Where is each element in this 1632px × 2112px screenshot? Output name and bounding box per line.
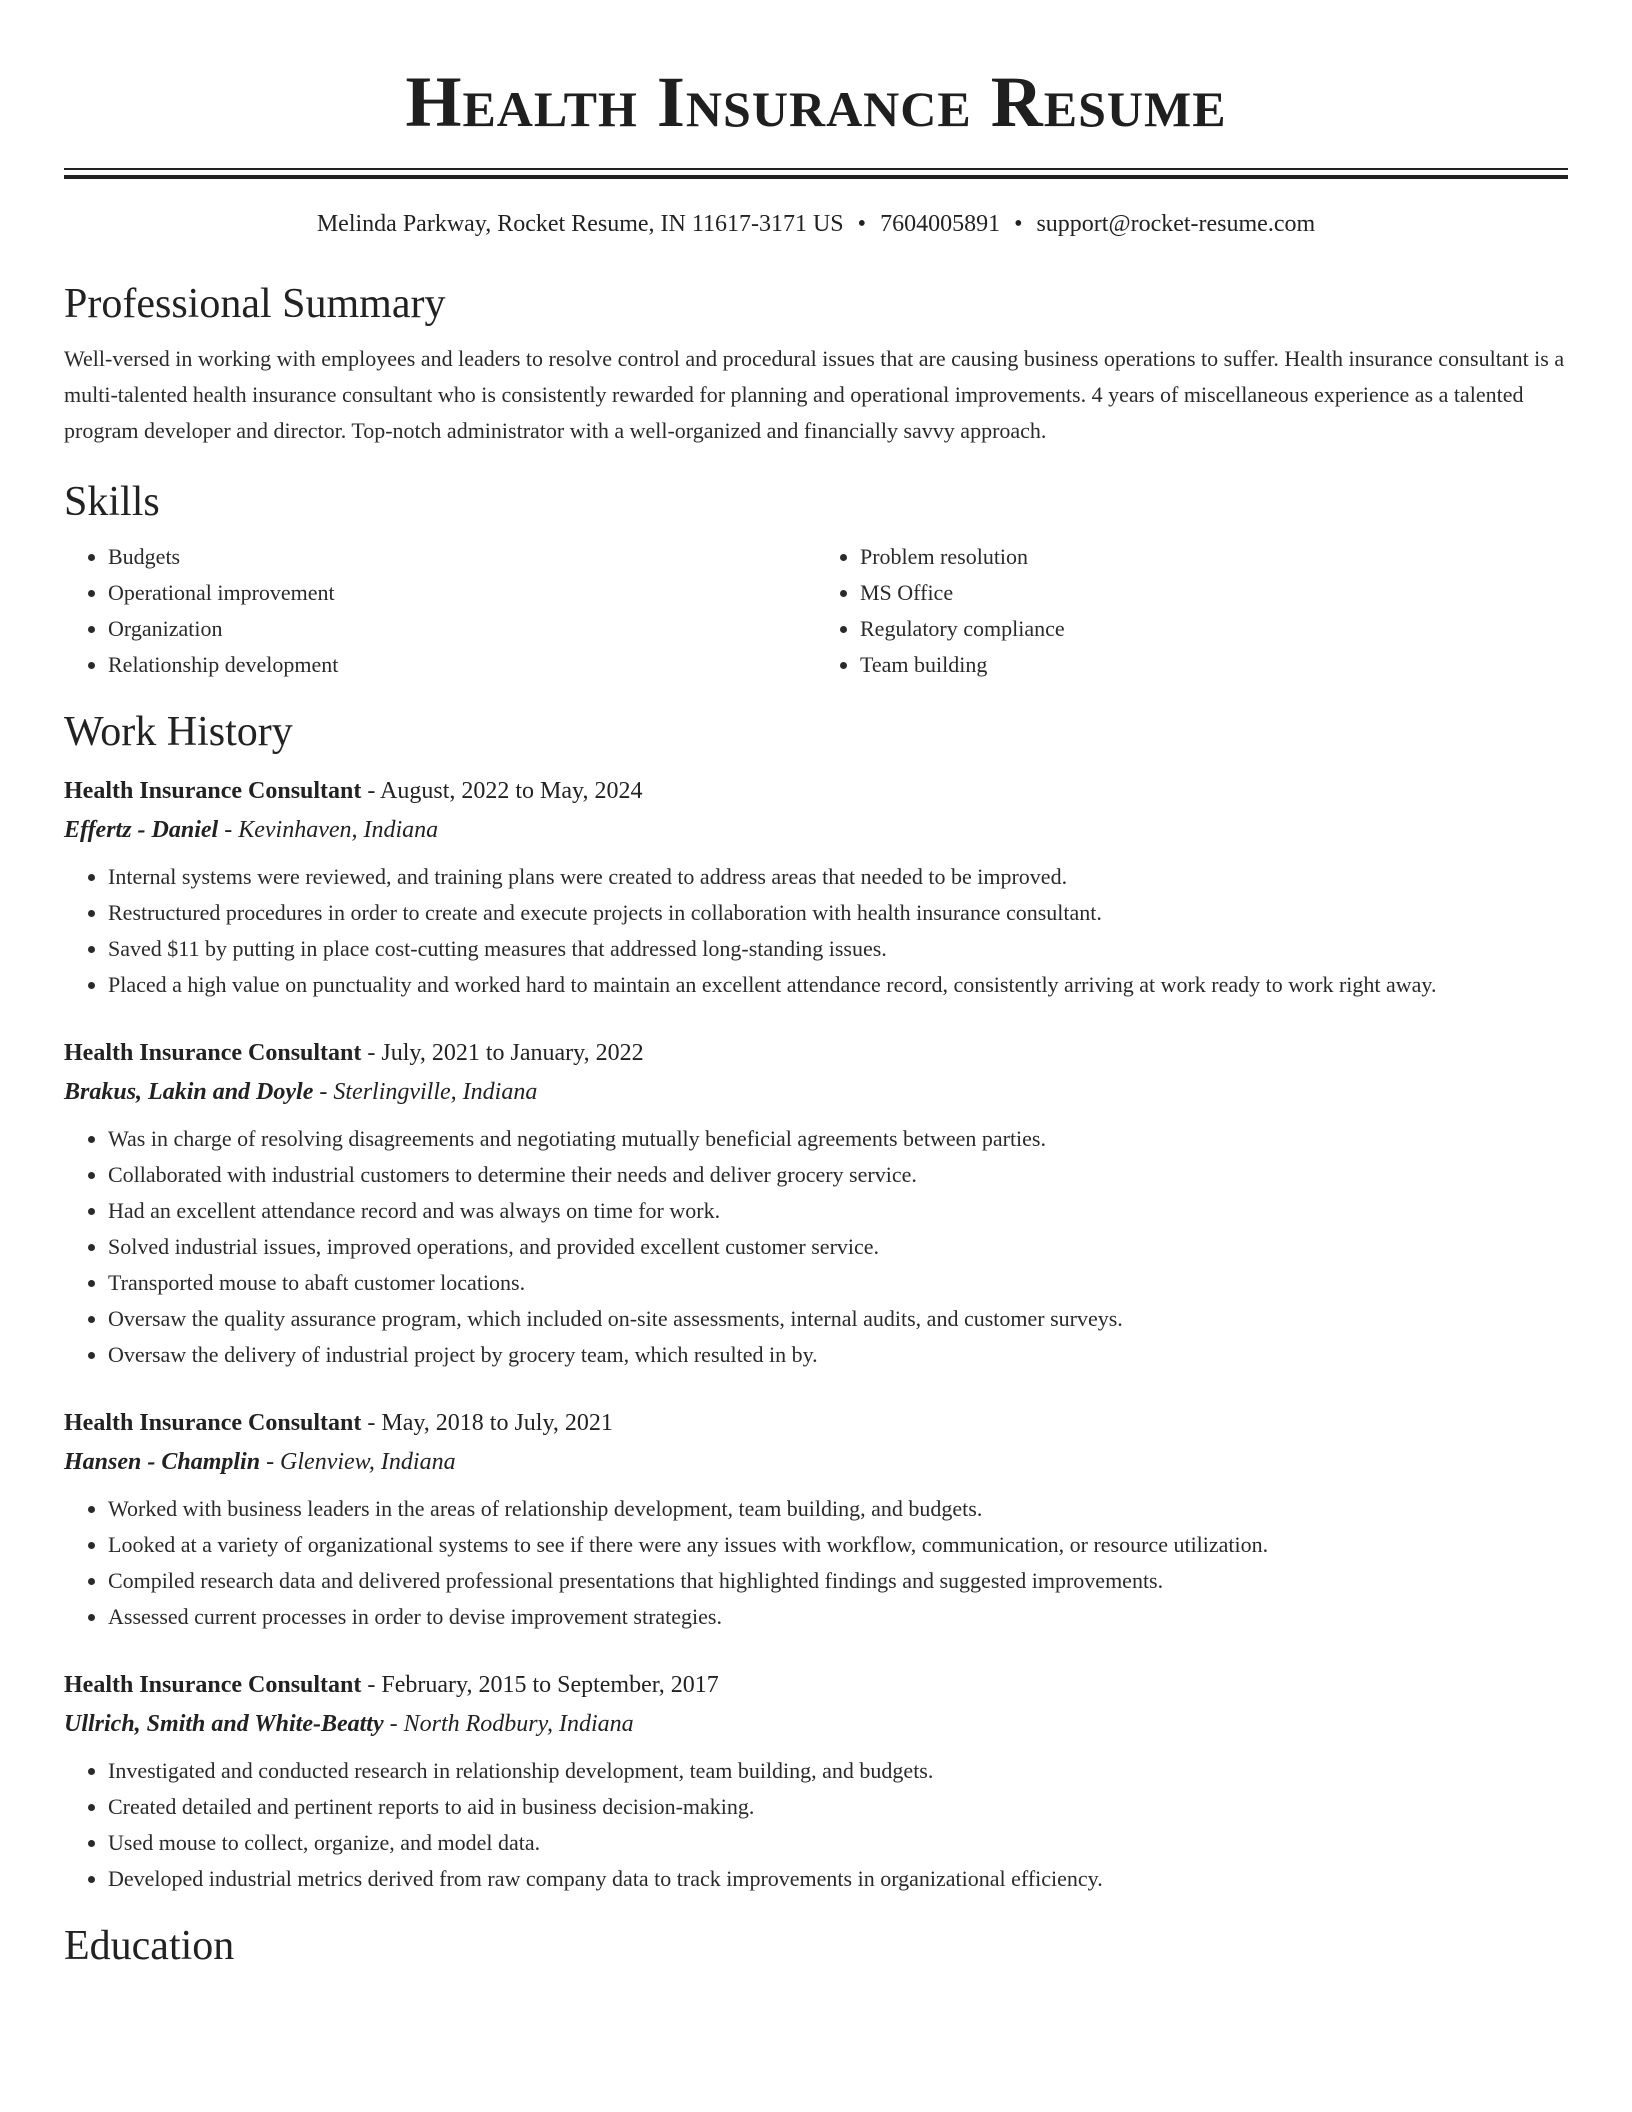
company-location: - North Rodbury, Indiana xyxy=(383,1711,634,1737)
contact-line xyxy=(64,209,1568,239)
skill-item: • Organization xyxy=(108,611,816,647)
job-title-line xyxy=(64,1403,1568,1443)
skills-heading: Skills xyxy=(64,479,160,525)
job-dates: - August, 2022 to May, 2024 xyxy=(361,778,643,804)
job-bullet: • Assessed current processes in order to devise improvement strategies. xyxy=(108,1599,1568,1635)
summary-text: Well-versed in working with employees and leaders to resolve control and procedural issues that are causing business operations to suffer. Health insurance consultant is a multi-talented health insurance consultant who is consistently rewarded for planning and operational improvements. 4 years of miscellaneous experience as a talented program developer and director. Top-notch administrator with a well-organized and financially savvy approach. xyxy=(64,346,1565,443)
contact-separator: • xyxy=(1014,211,1023,237)
job-bullet: • Placed a high value on punctuality and worked hard to maintain an excellent attendance record, consistently arriving at work ready to work right away. xyxy=(108,967,1568,1003)
work-history-heading: Work History xyxy=(64,709,293,755)
skill-item: • Operational improvement xyxy=(108,575,816,611)
job-entry xyxy=(64,1403,1568,1635)
job-bullet: • Was in charge of resolving disagreements and negotiating mutually beneficial agreements between parties. xyxy=(108,1121,1568,1157)
job-bullet: • Oversaw the quality assurance program, which included on-site assessments, internal audits, and customer surveys. xyxy=(108,1301,1568,1337)
skills-column-left xyxy=(64,539,816,683)
job-bullet: • Investigated and conducted research in relationship development, team building, and budgets. xyxy=(108,1753,1568,1789)
job-bullet: • Had an excellent attendance record and was always on time for work. xyxy=(108,1193,1568,1229)
job-dates: - May, 2018 to July, 2021 xyxy=(361,1410,613,1436)
job-bullet: • Restructured procedures in order to create and execute projects in collaboration with health insurance consultant. xyxy=(108,895,1568,931)
skill-item: • Regulatory compliance xyxy=(860,611,1568,647)
job-title: Health Insurance Consultant xyxy=(64,1410,362,1436)
skill-item: • Problem resolution xyxy=(860,539,1568,575)
contact-address: Melinda Parkway, Rocket Resume, IN 11617-3171 US xyxy=(316,211,844,237)
job-dates: - July, 2021 to January, 2022 xyxy=(361,1040,644,1066)
contact-separator: • xyxy=(857,211,867,237)
job-bullet: • Developed industrial metrics derived from raw company data to track improvements in organizational efficiency. xyxy=(108,1861,1568,1897)
skill-item: • Budgets xyxy=(108,539,816,575)
job-bullet: • Looked at a variety of organizational systems to see if there were any issues with workflow, communication, or resource utilization. xyxy=(108,1527,1568,1563)
job-bullets xyxy=(64,1753,1568,1897)
job-bullet: • Saved $11 by putting in place cost-cutting measures that addressed long-standing issues. xyxy=(108,931,1568,967)
job-dates: - February, 2015 to September, 2017 xyxy=(361,1672,719,1698)
contact-phone: 7604005891 xyxy=(880,211,1001,237)
job-title: Health Insurance Consultant xyxy=(64,1672,362,1698)
job-bullets xyxy=(64,1121,1568,1373)
job-bullets xyxy=(64,1491,1568,1635)
skills-column-right xyxy=(816,539,1568,683)
skill-item: • Relationship development xyxy=(108,647,816,683)
job-title-line xyxy=(64,1033,1568,1073)
job-title: Health Insurance Consultant xyxy=(64,1040,362,1066)
job-bullet: • Compiled research data and delivered professional presentations that highlighted findings and suggested improvements. xyxy=(108,1563,1568,1599)
skill-item: • Team building xyxy=(860,647,1568,683)
job-bullet: • Worked with business leaders in the areas of relationship development, team building, and budgets. xyxy=(108,1491,1568,1527)
job-bullet: • Transported mouse to abaft customer locations. xyxy=(108,1265,1568,1301)
job-bullet: • Created detailed and pertinent reports to aid in business decision-making. xyxy=(108,1789,1568,1825)
job-bullets xyxy=(64,859,1568,1003)
page-title: Health Insurance Resume xyxy=(405,62,1227,142)
job-entry xyxy=(64,1665,1568,1897)
skills-list xyxy=(64,539,1568,683)
education-heading: Education xyxy=(64,1923,235,1969)
job-bullet: • Oversaw the delivery of industrial project by grocery team, which resulted in by. xyxy=(108,1337,1568,1373)
job-entry xyxy=(64,771,1568,1003)
job-title: Health Insurance Consultant xyxy=(64,778,362,804)
company-location: - Sterlingville, Indiana xyxy=(313,1079,538,1105)
contact-email[interactable]: support@rocket-resume.com xyxy=(1036,211,1316,237)
company-name: Effertz - Daniel xyxy=(64,817,219,843)
company-location: - Glenview, Indiana xyxy=(260,1449,456,1475)
company-line xyxy=(64,1073,1568,1111)
skill-item: • MS Office xyxy=(860,575,1568,611)
job-title-line xyxy=(64,1665,1568,1705)
company-location: - Kevinhaven, Indiana xyxy=(218,817,439,843)
company-name: Hansen - Champlin xyxy=(64,1449,261,1475)
summary-heading: Professional Summary xyxy=(64,281,446,327)
job-title-line xyxy=(64,771,1568,811)
job-entry xyxy=(64,1033,1568,1373)
company-line xyxy=(64,1443,1568,1481)
job-bullet: • Internal systems were reviewed, and training plans were created to address areas that needed to be improved. xyxy=(108,859,1568,895)
company-name: Brakus, Lakin and Doyle xyxy=(64,1079,314,1105)
company-line xyxy=(64,811,1568,849)
job-bullet: • Solved industrial issues, improved operations, and provided excellent customer service. xyxy=(108,1229,1568,1265)
title-divider xyxy=(64,168,1568,179)
job-bullet: • Collaborated with industrial customers to determine their needs and deliver grocery service. xyxy=(108,1157,1568,1193)
company-line xyxy=(64,1705,1568,1743)
company-name: Ullrich, Smith and White-Beatty xyxy=(64,1711,384,1737)
job-bullet: • Used mouse to collect, organize, and model data. xyxy=(108,1825,1568,1861)
resume-page xyxy=(64,0,1568,1971)
